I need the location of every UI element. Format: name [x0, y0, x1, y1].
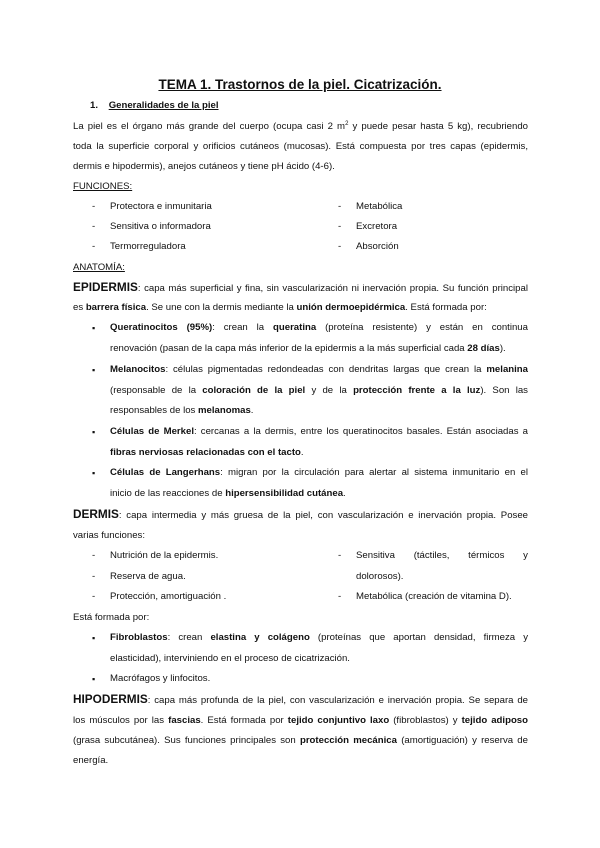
merkel-line-1: Células de Merkel: cercanas a la dermis, entre los queratinocitos basales. Están asociadas a — [110, 426, 528, 437]
dash-marker: - — [92, 221, 96, 232]
hipodermis-line-1: HIPODERMIS: capa más profunda de la piel, con vascularización e inervación propia. Se separa de — [73, 692, 528, 706]
merkel-line-2: fibras nerviosas relacionadas con el tacto. — [110, 447, 304, 458]
function-item: Termorreguladora — [110, 241, 186, 252]
function-item: Absorción — [356, 241, 399, 252]
dash-marker: - — [92, 571, 96, 582]
melanocitos-line-1: Melanocitos: células pigmentadas redondeadas con dendritas largas que crean la melanina — [110, 364, 528, 375]
page-title: TEMA 1. Trastornos de la piel. Cicatrización. — [158, 77, 442, 92]
epidermis-line-2: es barrera física. Se une con la dermis mediante la unión dermoepidérmica. Está formada por: — [73, 302, 487, 313]
dermis-function-item: Metabólica (creación de vitamina D). — [356, 591, 512, 602]
langerhans-line-2: inicio de las reacciones de hipersensibilidad cutánea. — [110, 488, 346, 499]
function-item: Metabólica — [356, 201, 403, 212]
melanocitos-line-3: responsables de los melanomas. — [110, 405, 254, 416]
intro-line-1: La piel es el órgano más grande del cuerpo (ocupa casi 2 $m^2$ y puede pesar hasta 5 kg), recubriendo — [73, 120, 528, 132]
queratinocitos-line-2: renovación (pasan de la capa más inferior de la epidermis a la más superficial cada 28 días). — [110, 343, 506, 354]
dash-marker: - — [338, 241, 342, 252]
bullet-marker: ▪ — [92, 365, 96, 375]
dash-marker: - — [92, 201, 96, 212]
function-item: Protectora e inmunitaria — [110, 201, 212, 212]
dash-marker: - — [92, 241, 96, 252]
fibroblastos-line-1: Fibroblastos: crean elastina y colágeno (proteínas que aportan densidad, firmeza y — [110, 632, 528, 643]
dermis-line-2: varias funciones: — [73, 530, 145, 541]
dermis-function-item-cont: dolorosos). — [356, 571, 404, 582]
dash-marker: - — [338, 550, 342, 561]
dash-marker: - — [338, 591, 342, 602]
function-item: Sensitiva o informadora — [110, 221, 211, 232]
dermis-formada: Está formada por: — [73, 612, 150, 623]
bullet-marker: ▪ — [92, 633, 96, 643]
dash-marker: - — [338, 221, 342, 232]
dermis-line-1: DERMIS: capa intermedia y más gruesa de la piel, con vascularización e inervación propia. Posee — [73, 507, 528, 521]
hipodermis-line-3: (grasa subcutánea). Sus funciones principales son protección mecánica (amortiguación) y reserva de — [73, 735, 528, 746]
melanocitos-line-2: (responsable de la coloración de la piel y de la protección frente a la luz). Son las — [110, 385, 528, 396]
function-item: Excretora — [356, 221, 398, 232]
dermis-function-item: Nutrición de la epidermis. — [110, 550, 219, 561]
funciones-heading: FUNCIONES: — [73, 181, 133, 192]
hipodermis-line-4: energía. — [73, 755, 109, 766]
bullet-marker: ▪ — [92, 674, 96, 684]
section-heading — [90, 100, 545, 112]
dermis-function-item: Protección, amortiguación . — [110, 591, 227, 602]
macrofagos-line: Macrófagos y linfocitos. — [110, 673, 211, 684]
dermis-function-item: Sensitiva (táctiles, térmicos y — [356, 550, 528, 561]
intro-line-2: toda la superficie corporal y orificios cutáneos (mucosas). Está compuesta por tres capas (epidermis, — [73, 141, 528, 152]
hipodermis-term: HIPODERMIS — [73, 692, 148, 706]
dermis-term: DERMIS — [73, 507, 119, 521]
intro-line-3: dermis e hipodermis), anejos cutáneos y tiene pH ácido (4-6). — [73, 161, 335, 172]
fibroblastos-line-2: elasticidad), interviniendo en el proceso de cicatrización. — [110, 653, 350, 664]
epidermis-line-1: EPIDERMIS: capa más superficial y fina, sin vascularización ni inervación propia. Su función principal — [73, 280, 528, 294]
dermis-function-item: Reserva de agua. — [110, 571, 186, 582]
section-number: 1. — [90, 100, 99, 111]
section-title: Generalidades de la piel — [108, 100, 219, 111]
bullet-marker: ▪ — [92, 427, 96, 437]
bullet-marker: ▪ — [92, 323, 96, 333]
queratinocitos-line-1: Queratinocitos (95%): crean la queratina (proteína resistente) y están en continua — [110, 322, 528, 333]
epidermis-term: EPIDERMIS — [73, 280, 138, 294]
dash-marker: - — [92, 550, 96, 561]
anatomia-heading: ANATOMÍA: — [73, 262, 125, 273]
langerhans-line-1: Células de Langerhans: migran por la circulación para alertar al sistema inmunitario en el — [110, 467, 528, 478]
bullet-marker: ▪ — [92, 468, 96, 478]
dash-marker: - — [92, 591, 96, 602]
dash-marker: - — [338, 201, 342, 212]
hipodermis-line-2: los músculos por las fascias. Está formada por tejido conjuntivo laxo (fibroblastos) y tejido adiposo — [73, 715, 529, 726]
